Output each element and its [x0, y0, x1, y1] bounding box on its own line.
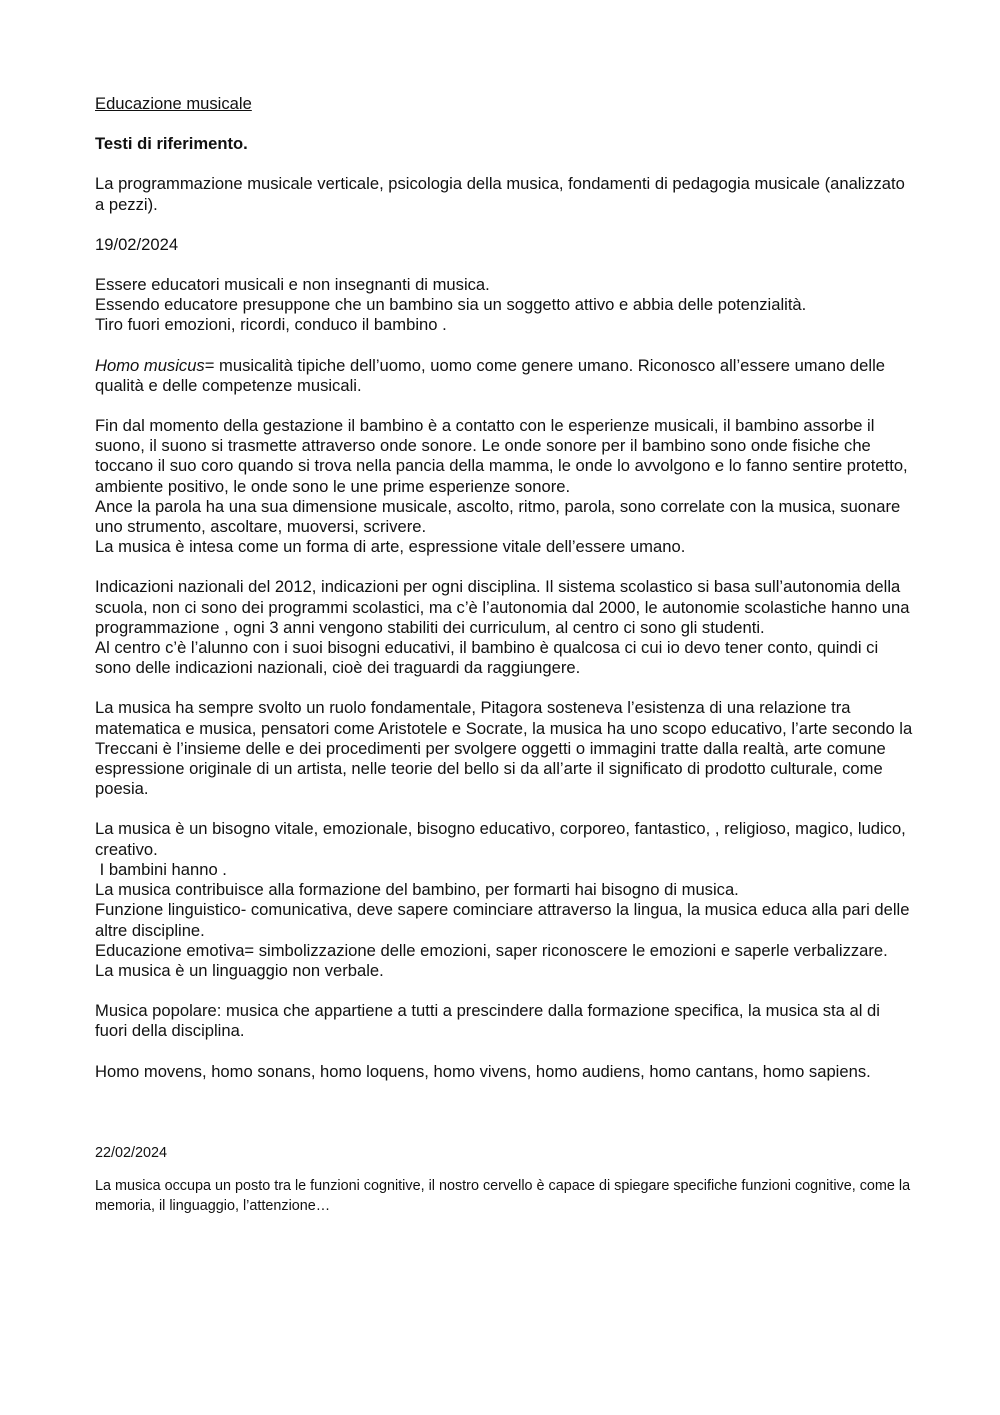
paragraph-line: Ance la parola ha una sua dimensione musicale, ascolto, ritmo, parola, sono correlate con la musica, suonare uno strumento, ascoltare, muoversi, scrivere. [95, 496, 901, 537]
paragraph-line: I bambini hanno . [95, 859, 227, 879]
homo-musicus-definition: = musicalità tipiche dell’uomo, uomo come genere umano. Riconosco all’essere umano delle qualità e delle competenze musicali. [95, 355, 885, 395]
history-paragraph: La musica ha sempre svolto un ruolo fondamentale, Pitagora sosteneva l’esistenza di una relazione tra matematica e musica, pensatori come Aristotele e Socrate, la musica ha uno scopo educativo, l’arte secondo la Treccani è l’insieme delle e dei procedimenti per svolgere oggetti o immagini tratte dalla realtà, arte comune espressione originale di un artista, nelle teorie del bello si da all’arte il significato di prodotto culturale, come poesia. [95, 698, 913, 799]
paragraph-line: Essendo educatore presuppone che un bambino sia un soggetto attivo e abbia delle potenzialità. [95, 295, 807, 315]
document-body [95, 94, 915, 1216]
date-heading: 19/02/2024 [95, 234, 179, 254]
paragraph-line: Fin dal momento della gestazione il bambino è a contatto con le esperienze musicali, il bambino assorbe il suono, il suono si trasmette attraverso onde sonore. Le onde sonore per il bambino sono onde fisiche che toccano il suo coro quando si trova nella pancia della mamma, le onde lo avvolgono e lo fanno sentire protetto, ambiente positivo, le onde sono le une prime esperienze sonore. [95, 416, 908, 496]
document-title: Educazione musicale [95, 94, 252, 113]
cognitive-paragraph: La musica occupa un posto tra le funzioni cognitive, il nostro cervello è capace di spiegare specifiche funzioni cognitive, come la memoria, il linguaggio, l’attenzione… [95, 1177, 911, 1214]
paragraph-line: Educazione emotiva= simbolizzazione delle emozioni, saper riconoscere le emozioni e saperle verbalizzare. [95, 940, 888, 960]
homo-musicus-paragraph [95, 356, 915, 396]
paragraph-line: Funzione linguistico- comunicativa, deve sapere cominciare attraverso la lingua, la musica educa alla pari delle altre discipline. [95, 900, 910, 940]
homo-musicus-term: Homo musicus [95, 355, 205, 375]
paragraph-line: Al centro c’è l’alunno con i suoi bisogni educativi, il bambino è qualcosa ci cui io devo tener conto, quindi ci sono delle indicazioni nazionali, cioè dei traguardi da raggiungere. [95, 638, 879, 678]
homo-list-paragraph: Homo movens, homo sonans, homo loquens, homo vivens, homo audiens, homo cantans, homo sapiens. [95, 1061, 871, 1081]
paragraph-line: La musica è intesa come un forma di arte, espressione vitale dell’essere umano. [95, 537, 686, 557]
paragraph-line: La musica è un bisogno vitale, emozionale, bisogno educativo, corporeo, fantastico, , religioso, magico, ludico, creativo. [95, 819, 906, 859]
paragraph-line: Tiro fuori emozioni, ricordi, conduco il bambino . [95, 315, 447, 335]
popular-music-paragraph: Musica popolare: musica che appartiene a tutti a prescindere dalla formazione specifica, la musica sta al di fuori della disciplina. [95, 1001, 880, 1041]
section-heading: Testi di riferimento. [95, 134, 248, 154]
date-heading: 22/02/2024 [95, 1144, 168, 1161]
references-paragraph: La programmazione musicale verticale, psicologia della musica, fondamenti di pedagogia musicale (analizzato a pezzi). [95, 174, 905, 214]
paragraph-line: La musica è un linguaggio non verbale. [95, 960, 384, 980]
paragraph-line: Essere educatori musicali e non insegnanti di musica. [95, 275, 490, 295]
paragraph-line: La musica contribuisce alla formazione del bambino, per formarti hai bisogno di musica. [95, 880, 739, 900]
paragraph-line: Indicazioni nazionali del 2012, indicazioni per ogni disciplina. Il sistema scolastico si basa sull’autonomia della scuola, non ci sono dei programmi scolastici, ma c’è l’autonomia dal 2000, le autonomie scolastiche hanno una programmazione , ogni 3 anni vengono stabiliti dei curriculum, al centro ci sono gli studenti. [95, 577, 910, 637]
second-section [95, 1143, 915, 1216]
